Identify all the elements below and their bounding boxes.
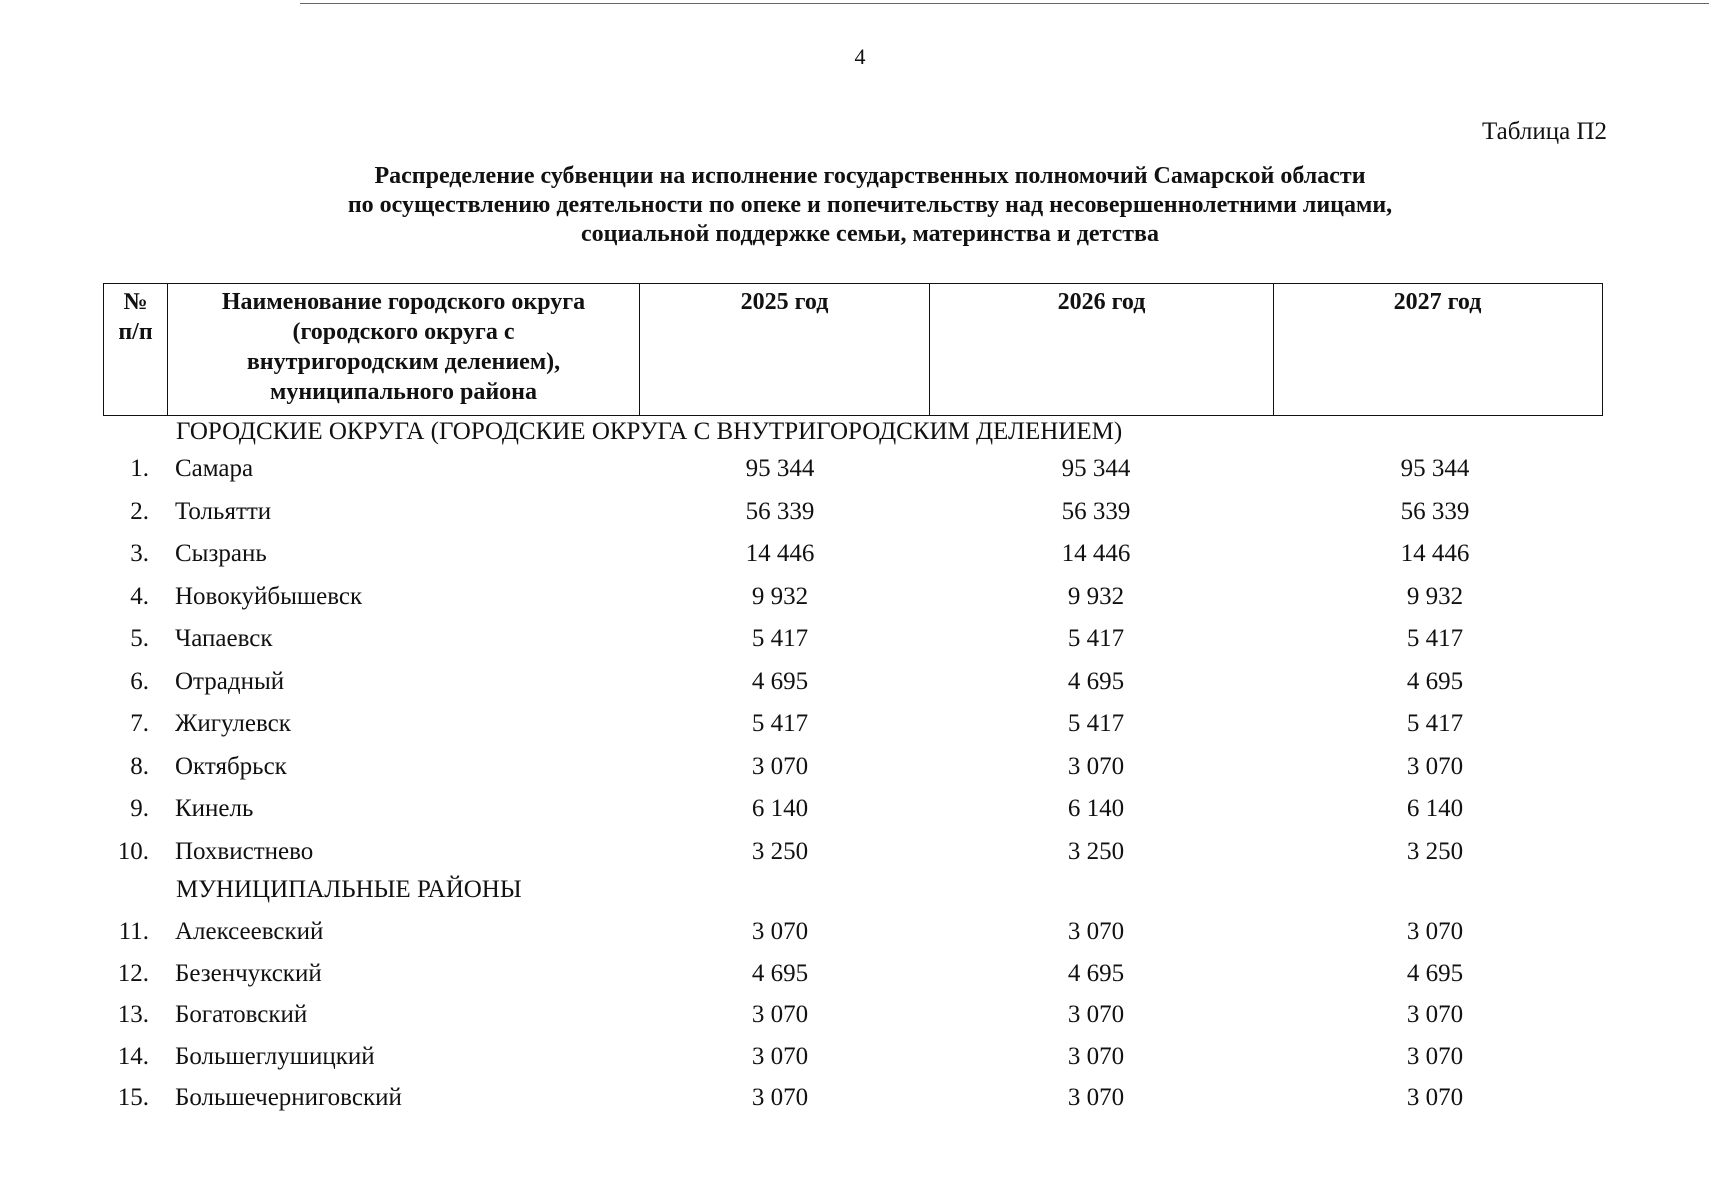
row-value-2026: 95 344: [1061, 455, 1131, 482]
row-value-2025: 4 695: [751, 959, 809, 987]
row-name: Чапаевск: [175, 625, 273, 652]
row-value-2027: 3 070: [1406, 752, 1464, 780]
row-number: 4.: [130, 582, 149, 610]
row-name: Большечерниговский: [175, 1084, 402, 1111]
row-value-2027: 14 446: [1400, 540, 1470, 567]
row-number: 2.: [130, 497, 149, 525]
row-name: Самара: [175, 455, 254, 482]
table-row: [0, 1001, 1709, 1031]
row-value-2026: 3 070: [1067, 1042, 1125, 1070]
table-header: [103, 283, 1603, 416]
row-value-2027: 95 344: [1400, 455, 1470, 482]
header-number-line: п/п: [118, 319, 153, 345]
row-value-2026: 4 695: [1067, 667, 1125, 695]
row-value-2026: 3 250: [1067, 837, 1125, 865]
header-number-line: №: [123, 289, 148, 315]
row-value-2027: 5 417: [1406, 710, 1464, 737]
table-row: [0, 668, 1709, 698]
row-value-2025: 3 070: [751, 1084, 809, 1111]
row-value-2027: 4 695: [1406, 959, 1464, 987]
row-number: 5.: [130, 625, 149, 652]
row-number: 8.: [130, 752, 149, 780]
row-name: Большеглушицкий: [175, 1042, 375, 1070]
row-name: Алексеевский: [175, 918, 324, 945]
row-name: Новокуйбышевск: [175, 582, 363, 610]
table-row: [0, 540, 1709, 570]
row-number: 9.: [130, 795, 149, 822]
table-row: [0, 583, 1709, 613]
row-name: Кинель: [175, 795, 254, 822]
row-value-2027: 3 070: [1406, 918, 1464, 945]
row-number: 12.: [117, 959, 149, 987]
row-name: Жигулевск: [175, 710, 291, 737]
row-number: 10.: [117, 837, 149, 865]
row-value-2027: 5 417: [1406, 625, 1464, 652]
row-name: Отрадный: [175, 667, 285, 695]
title-line: по осуществлению деятельности по опеке и попечительству над несовершеннолетними лицами,: [347, 192, 1393, 218]
row-name: Похвистнево: [175, 837, 314, 865]
header-name-line: внутригородским делением),: [246, 349, 561, 375]
row-value-2027: 9 932: [1406, 582, 1464, 610]
header-name: [168, 284, 640, 415]
row-value-2026: 14 446: [1061, 540, 1131, 567]
row-name: Сызрань: [175, 540, 267, 567]
row-value-2025: 95 344: [745, 455, 815, 482]
row-value-2027: 6 140: [1406, 795, 1464, 822]
row-number: 15.: [117, 1084, 149, 1111]
row-value-2026: 3 070: [1067, 918, 1125, 945]
table-label: Таблица П2: [1482, 118, 1607, 145]
row-value-2026: 56 339: [1061, 497, 1131, 525]
row-value-2026: 4 695: [1067, 959, 1125, 987]
title-line: социальной поддержке семьи, материнства и детства: [580, 221, 1159, 247]
row-value-2027: 3 250: [1406, 837, 1464, 865]
page-number: 4: [854, 44, 866, 69]
row-value-2027: 3 070: [1406, 1084, 1464, 1111]
row-value-2026: 9 932: [1067, 582, 1125, 610]
page-top-border: [300, 3, 1709, 4]
section-heading-city-districts: ГОРОДСКИЕ ОКРУГА (ГОРОДСКИЕ ОКРУГА С ВНУТРИГОРОДСКИМ ДЕЛЕНИЕМ): [176, 418, 1123, 445]
table-row: [0, 918, 1709, 948]
header-number: [104, 284, 168, 415]
row-value-2025: 5 417: [751, 710, 809, 737]
row-value-2025: 3 070: [751, 1001, 809, 1028]
row-value-2027: 4 695: [1406, 667, 1464, 695]
row-value-2026: 5 417: [1067, 710, 1125, 737]
table-row: [0, 455, 1709, 485]
row-value-2025: 56 339: [745, 497, 815, 525]
row-value-2027: 3 070: [1406, 1001, 1464, 1028]
row-name: Богатовский: [175, 1001, 308, 1028]
table-row: [0, 625, 1709, 655]
row-name: Тольятти: [175, 497, 272, 525]
row-value-2026: 3 070: [1067, 1084, 1125, 1111]
table-row: [0, 753, 1709, 783]
header-name-line: (городского округа с: [292, 319, 515, 345]
row-value-2025: 4 695: [751, 667, 809, 695]
row-number: 14.: [117, 1042, 149, 1070]
row-value-2025: 3 070: [751, 1042, 809, 1070]
row-value-2025: 3 250: [751, 837, 809, 865]
table-row: [0, 1043, 1709, 1073]
table-row: [0, 498, 1709, 528]
row-value-2026: 3 070: [1067, 1001, 1125, 1028]
row-number: 3.: [130, 540, 149, 567]
row-value-2027: 3 070: [1406, 1042, 1464, 1070]
row-value-2025: 3 070: [751, 918, 809, 945]
section-heading-municipal-districts: МУНИЦИПАЛЬНЫЕ РАЙОНЫ: [176, 876, 522, 903]
row-number: 1.: [130, 455, 149, 482]
row-number: 7.: [130, 710, 149, 737]
table-row: [0, 838, 1709, 868]
table-row: [0, 795, 1709, 825]
document-title: [120, 162, 1620, 249]
row-value-2025: 6 140: [751, 795, 809, 822]
row-value-2025: 9 932: [751, 582, 809, 610]
row-number: 11.: [118, 918, 149, 945]
header-year-2026: 2026 год: [930, 284, 1274, 415]
table-row: [0, 960, 1709, 990]
row-value-2026: 5 417: [1067, 625, 1125, 652]
header-year-2025: 2025 год: [640, 284, 930, 415]
header-name-line: муниципального района: [270, 379, 537, 405]
title-line: Распределение субвенции на исполнение государственных полномочий Самарской области: [374, 163, 1366, 189]
row-name: Октябрьск: [175, 752, 287, 780]
row-number: 13.: [117, 1001, 149, 1028]
row-value-2026: 3 070: [1067, 752, 1125, 780]
row-value-2025: 3 070: [751, 752, 809, 780]
row-number: 6.: [130, 667, 149, 695]
row-value-2025: 14 446: [745, 540, 815, 567]
table-row: [0, 1084, 1709, 1114]
row-value-2026: 6 140: [1067, 795, 1125, 822]
row-value-2025: 5 417: [751, 625, 809, 652]
header-name-line: Наименование городского округа: [221, 289, 586, 315]
header-year-2027: 2027 год: [1393, 289, 1482, 315]
row-name: Безенчукский: [175, 959, 322, 987]
table-row: [0, 710, 1709, 740]
row-value-2027: 56 339: [1400, 497, 1470, 525]
